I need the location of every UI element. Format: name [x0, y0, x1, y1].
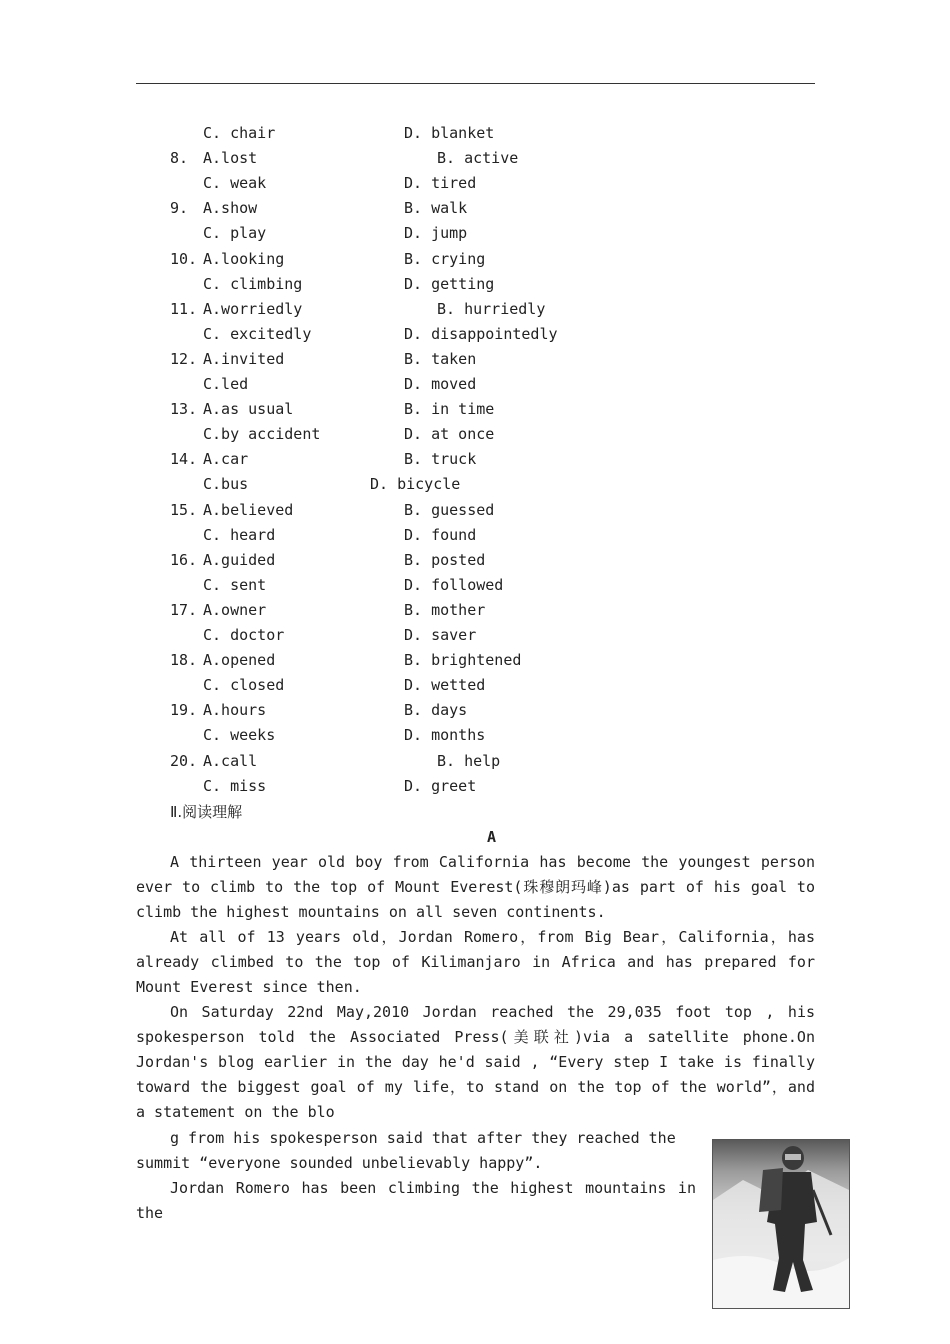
option-right: D. disappointedly	[404, 324, 558, 343]
paragraph-5: Jordan Romero has been climbing the highest mountains in the	[136, 1179, 696, 1222]
option-right: B. days	[404, 701, 468, 720]
option-right: B. brightened	[404, 651, 522, 670]
paragraph-4-line-2: summit “everyone sounded unbelievably happy”.	[136, 1154, 543, 1172]
option-left: C. chair	[203, 124, 276, 142]
option-right: D. saver	[404, 626, 477, 644]
question-number: 19.	[170, 701, 198, 720]
option-left: C. sent	[203, 575, 267, 594]
option-right: D. bicycle	[370, 475, 461, 494]
question-number: 17.	[170, 600, 198, 619]
option-right: D. wetted	[404, 676, 486, 695]
option-right: B. in time	[404, 400, 495, 419]
option-right: B. taken	[404, 349, 477, 368]
question-number: 10.	[170, 249, 198, 268]
question-number: 18.	[170, 651, 198, 670]
option-left: C. play	[203, 224, 267, 243]
option-left: C. climbing	[203, 274, 303, 293]
option-right: B. hurriedly	[437, 299, 546, 318]
option-left: A.call	[203, 751, 258, 770]
section-heading: Ⅱ.阅读理解	[170, 803, 243, 821]
option-left: A.car	[203, 450, 249, 469]
option-left: A.opened	[203, 651, 276, 670]
option-right: D. months	[404, 726, 486, 745]
option-right: D. jump	[404, 224, 468, 243]
question-number: 14.	[170, 450, 198, 469]
paragraph-4-line-1: g from his spokesperson said that after they reached the	[170, 1129, 676, 1147]
option-left: A.guided	[203, 550, 276, 569]
option-left: A.hours	[203, 701, 267, 720]
passage-title: A	[486, 828, 497, 846]
option-right: D. getting	[404, 274, 495, 293]
paragraph-3: On Saturday 22nd May,2010 Jordan reached the 29,035 foot top , his spokesperson told the Associated Press(美联社)via a satellite phone.On Jordan's blog earlier in the day he'd said , “Every step I take is finally toward the biggest goal of my life，to stand on the top of the world”，and a statement on the blo	[136, 1003, 815, 1121]
option-right: B. truck	[404, 450, 477, 469]
option-right: D. at once	[404, 425, 495, 444]
option-right: B. help	[437, 751, 501, 770]
option-right: B. active	[437, 149, 519, 168]
option-left: A.show	[203, 199, 258, 218]
option-right: B. crying	[404, 249, 486, 268]
question-number: 11.	[170, 299, 198, 318]
option-right: D. moved	[404, 375, 477, 393]
header-rule	[136, 83, 815, 84]
option-left: C. heard	[203, 525, 276, 544]
option-left: C. miss	[203, 776, 267, 795]
option-left: C.led	[203, 375, 249, 393]
question-number: 15.	[170, 500, 198, 519]
option-left: C. excitedly	[203, 324, 312, 343]
question-number: 13.	[170, 400, 198, 419]
option-right: D. greet	[404, 776, 477, 795]
question-number: 20.	[170, 751, 198, 770]
option-left: A.as usual	[203, 400, 294, 419]
climber-photo	[712, 1139, 850, 1309]
option-left: C. closed	[203, 676, 285, 695]
option-left: A.worriedly	[203, 299, 303, 318]
option-left: C. weeks	[203, 726, 276, 745]
option-left: C.bus	[203, 475, 249, 494]
option-right: B. posted	[404, 550, 486, 569]
option-left: A.looking	[203, 249, 285, 268]
option-right: D. blanket	[404, 124, 495, 142]
paragraph-2: At all of 13 years old，Jordan Romero，from Big Bear，California，has already climbed to the top of Kilimanjaro in Africa and has prepared for Mount Everest since then.	[136, 928, 815, 996]
option-right: D. tired	[404, 174, 477, 193]
option-right: B. walk	[404, 199, 468, 218]
paragraph-1: A thirteen year old boy from California has become the youngest person ever to climb to the top of Mount Everest(珠穆朗玛峰)as part of his goal to climb the highest mountains on all seven continents.	[136, 853, 815, 921]
option-left: A.owner	[203, 600, 267, 619]
option-left: A.believed	[203, 500, 294, 519]
climber-illustration	[713, 1140, 849, 1308]
option-left: C. doctor	[203, 626, 285, 644]
option-right: B. guessed	[404, 500, 495, 519]
option-right: D. found	[404, 525, 477, 544]
question-number: 8.	[170, 149, 189, 168]
option-left: C. weak	[203, 174, 267, 193]
option-right: B. mother	[404, 600, 486, 619]
option-left: A.lost	[203, 149, 258, 168]
question-number: 16.	[170, 550, 198, 569]
option-right: D. followed	[404, 575, 504, 594]
option-left: A.invited	[203, 349, 285, 368]
question-number: 9.	[170, 199, 189, 218]
question-number: 12.	[170, 349, 198, 368]
option-left: C.by accident	[203, 425, 321, 444]
